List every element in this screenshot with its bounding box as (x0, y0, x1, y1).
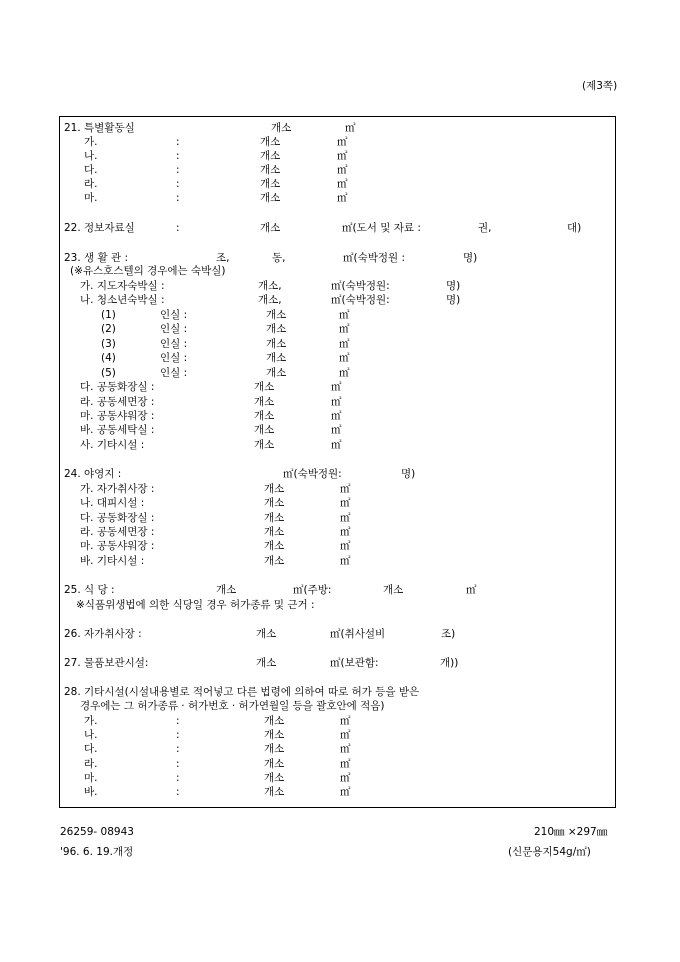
s23-room-area: ㎡ (339, 323, 350, 335)
s21-row-area: ㎡ (337, 164, 348, 176)
s23-row-count: 개소 (254, 424, 275, 436)
s23-area-capacity: ㎡(숙박정원 : (343, 252, 406, 264)
s24-row-label: 마. 공동샤워장 : (80, 540, 155, 552)
s23-room-number: (5) (101, 367, 116, 379)
s28-row-label: 가. (84, 715, 98, 727)
s23-persons: 명) (463, 252, 478, 264)
s27-title: 27. 물품보관시설: (64, 657, 149, 669)
s28-line2: 경우에는 그 허가종류 · 허가번호 · 허가연월일 등을 괄호안에 적음) (80, 700, 385, 712)
s21-row-colon: : (176, 164, 180, 176)
s23-dong: 동, (272, 252, 286, 264)
s21-row-label: 가. (84, 136, 98, 148)
s24-row-area: ㎡ (340, 526, 351, 538)
s28-row-count: 개소 (264, 729, 285, 741)
form-number: 26259- 08943 (60, 826, 134, 838)
s28-row-colon: : (176, 786, 180, 798)
s25-title: 25. 식 당 : (64, 584, 115, 596)
s23-na-persons: 명) (446, 294, 461, 306)
s24-row-count: 개소 (264, 540, 285, 552)
s24-row-label: 다. 공동화장실 : (80, 512, 155, 524)
s23-room-count: 개소 (266, 323, 287, 335)
s28-row-count: 개소 (264, 743, 285, 755)
s23-row-count: 개소 (254, 410, 275, 422)
s28-row-colon: : (176, 715, 180, 727)
s23-room-count: 개소 (266, 367, 287, 379)
s23-row-count: 개소 (254, 381, 275, 393)
s23-note: (※유스호스텔의 경우에는 숙박실) (70, 265, 226, 277)
s23-room-label: 인실 : (160, 352, 188, 364)
s27-unit: 개)) (440, 657, 459, 669)
s23-row-label: 바. 공동세탁실 : (80, 424, 155, 436)
s28-row-count: 개소 (264, 758, 285, 770)
s22-count: 개소 (260, 222, 281, 234)
s24-row-label: 나. 대피시설 : (80, 497, 145, 509)
s21-row-count: 개소 (260, 150, 281, 162)
s24-persons: 명) (401, 468, 416, 480)
s23-row-area: ㎡ (331, 381, 342, 393)
s21-row-colon: : (176, 178, 180, 190)
s24-row-count: 개소 (264, 483, 285, 495)
s23-na-label: 나. 청소년숙박실 : (80, 294, 165, 306)
s25-note: ※식품위생법에 의한 식당일 경우 허가종류 및 근거 : (76, 599, 315, 611)
s23-room-area: ㎡ (339, 309, 350, 321)
s21-row-label: 다. (84, 164, 98, 176)
s23-row-area: ㎡ (331, 439, 342, 451)
s23-row-area: ㎡ (331, 396, 342, 408)
s23-room-number: (4) (101, 352, 116, 364)
s28-row-count: 개소 (264, 715, 285, 727)
s28-row-area: ㎡ (340, 786, 351, 798)
s28-row-area: ㎡ (340, 729, 351, 741)
s25-area-kitchen: ㎡(주방: (293, 584, 332, 596)
s25-count: 개소 (216, 584, 237, 596)
s24-row-count: 개소 (264, 512, 285, 524)
s28-row-label: 다. (84, 743, 98, 755)
s23-ga-persons: 명) (446, 280, 461, 292)
s24-row-count: 개소 (264, 526, 285, 538)
s23-room-label: 인실 : (160, 367, 188, 379)
revision-date: '96. 6. 19.개정 (60, 846, 134, 858)
s21-row-area: ㎡ (337, 192, 348, 204)
s23-row-label: 라. 공동세면장 : (80, 396, 155, 408)
s23-room-label: 인실 : (160, 338, 188, 350)
s23-na-count: 개소, (258, 294, 282, 306)
s28-row-label: 라. (84, 758, 98, 770)
s23-room-count: 개소 (266, 338, 287, 350)
s23-room-label: 인실 : (160, 323, 188, 335)
s23-na-area: ㎡(숙박정원: (331, 294, 390, 306)
s24-row-count: 개소 (264, 555, 285, 567)
s24-row-label: 라. 공동세면장 : (80, 526, 155, 538)
s26-title: 26. 자가취사장 : (64, 628, 142, 640)
s21-row-count: 개소 (260, 178, 281, 190)
s23-room-area: ㎡ (339, 338, 350, 350)
s21-title: 21. 특별활동실 (64, 122, 135, 134)
s22-colon: : (176, 222, 180, 234)
s21-row-area: ㎡ (337, 136, 348, 148)
s27-count: 개소 (256, 657, 277, 669)
s24-row-area: ㎡ (340, 540, 351, 552)
s21-row-colon: : (176, 150, 180, 162)
s24-row-area: ㎡ (340, 497, 351, 509)
s23-row-label: 마. 공동샤워장 : (80, 410, 155, 422)
s26-area: ㎡(취사설비 (330, 628, 386, 640)
s23-row-area: ㎡ (331, 410, 342, 422)
s26-count: 개소 (256, 628, 277, 640)
s28-row-area: ㎡ (340, 772, 351, 784)
s28-row-count: 개소 (264, 786, 285, 798)
s28-row-area: ㎡ (340, 758, 351, 770)
s28-row-area: ㎡ (340, 715, 351, 727)
s23-room-area: ㎡ (339, 352, 350, 364)
s23-row-count: 개소 (254, 396, 275, 408)
s25-count2: 개소 (383, 584, 404, 596)
s28-row-label: 마. (84, 772, 98, 784)
s24-title: 24. 야영지 : (64, 468, 122, 480)
s22-unit: 대) (567, 222, 582, 234)
s21-row-count: 개소 (260, 164, 281, 176)
s23-row-count: 개소 (254, 439, 275, 451)
s22-title: 22. 정보자료실 (64, 222, 135, 234)
s28-row-count: 개소 (264, 772, 285, 784)
paper-size: 210㎜ ×297㎜ (534, 826, 608, 838)
s21-row-count: 개소 (260, 192, 281, 204)
s21-row-label: 나. (84, 150, 98, 162)
s21-row-label: 마. (84, 192, 98, 204)
s28-row-label: 나. (84, 729, 98, 741)
paper-type: (신문용지54g/㎡) (508, 846, 591, 858)
s23-room-number: (2) (101, 323, 116, 335)
s23-jo: 조, (216, 252, 230, 264)
s21-row-label: 라. (84, 178, 98, 190)
s23-room-number: (1) (101, 309, 116, 321)
s21-area-unit: ㎡ (345, 122, 356, 134)
s24-row-area: ㎡ (340, 555, 351, 567)
s23-room-count: 개소 (266, 352, 287, 364)
s24-row-area: ㎡ (340, 483, 351, 495)
s24-row-label: 가. 자가취사장 : (80, 483, 155, 495)
s23-room-area: ㎡ (339, 367, 350, 379)
s21-row-area: ㎡ (337, 178, 348, 190)
s23-row-label: 사. 기타시설 : (80, 439, 145, 451)
s24-row-count: 개소 (264, 497, 285, 509)
s26-unit: 조) (441, 628, 456, 640)
s28-row-colon: : (176, 729, 180, 741)
s28-row-label: 바. (84, 786, 98, 798)
s22-area-books: ㎡(도서 및 자료 : (342, 222, 421, 234)
s28-row-area: ㎡ (340, 743, 351, 755)
s28-row-colon: : (176, 772, 180, 784)
s21-row-colon: : (176, 192, 180, 204)
s24-row-area: ㎡ (340, 512, 351, 524)
s28-row-colon: : (176, 743, 180, 755)
s22-volume: 권, (478, 222, 492, 234)
s21-row-area: ㎡ (337, 150, 348, 162)
s24-row-label: 바. 기타시설 : (80, 555, 145, 567)
s24-area-capacity: ㎡(숙박정원: (283, 468, 342, 480)
s23-row-area: ㎡ (331, 424, 342, 436)
s28-line1: 28. 기타시설(시설내용별로 적어넣고 다른 법령에 의하여 따로 허가 등을 받은 (64, 686, 420, 698)
s23-ga-count: 개소, (258, 280, 282, 292)
s25-area2: ㎡ (466, 584, 477, 596)
s23-room-count: 개소 (266, 309, 287, 321)
s21-row-count: 개소 (260, 136, 281, 148)
s21-row-colon: : (176, 136, 180, 148)
s21-count-unit: 개소 (271, 122, 292, 134)
s28-row-colon: : (176, 758, 180, 770)
s23-room-number: (3) (101, 338, 116, 350)
s23-title: 23. 생 활 관 : (64, 252, 129, 264)
s23-ga-label: 가. 지도자숙박실 : (80, 280, 165, 292)
s27-area: ㎡(보관함: (330, 657, 379, 669)
s23-row-label: 다. 공동화장실 : (80, 381, 155, 393)
page-label: (제3쪽) (582, 80, 618, 92)
s23-room-label: 인실 : (160, 309, 188, 321)
s23-ga-area: ㎡(숙박정원: (331, 280, 390, 292)
